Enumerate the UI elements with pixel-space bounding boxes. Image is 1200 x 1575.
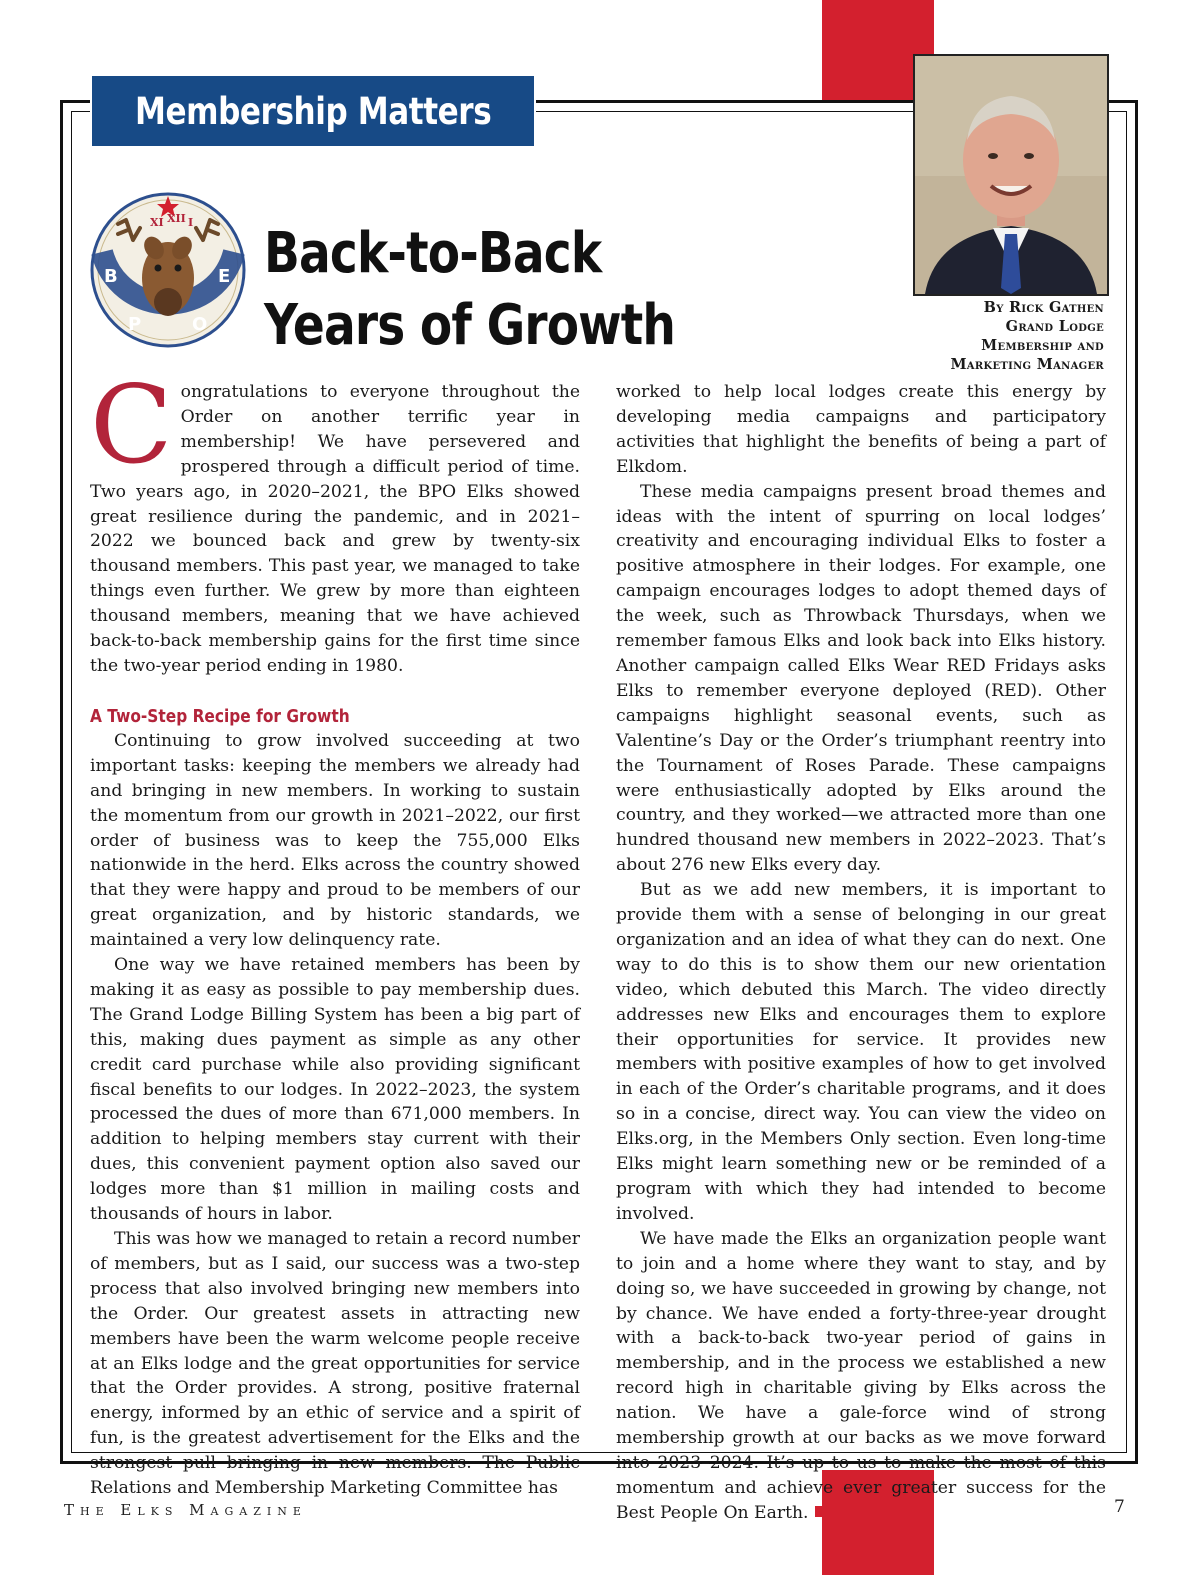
section-banner-title: Membership Matters xyxy=(134,89,492,133)
article-paragraph: worked to help local lodges create this energy by developing media campaigns and participatory activities that highlight the benefits of being a part of Elkdom. xyxy=(616,382,1106,477)
headline-line-2: Years of Growth xyxy=(264,293,676,358)
emblem-letter: P xyxy=(128,314,142,335)
article-column-left xyxy=(90,363,580,1501)
clock-numeral: XI xyxy=(150,216,164,229)
byline-role-2: Membership and xyxy=(981,337,1104,354)
clock-numeral: XII xyxy=(167,212,186,225)
byline-author: By Rick Gathen xyxy=(983,299,1104,316)
headline-line-1: Back-to-Back xyxy=(264,221,602,286)
section-subhead: A Two-Step Recipe for Growth xyxy=(90,706,350,727)
section-banner xyxy=(90,74,536,148)
article-paragraph: These media campaigns present broad themes and ideas with the intent of spurring on local lodges’ creativity and encouraging individual Elks to foster a positive atmosphere in their lodges. For example, one campaign encourages lodges to adopt themed days of the week, such as Throwback Thursdays, when we remember famous Elks and look back into Elks history. Another campaign called Elks Wear RED Fridays asks Elks to remember everyone deployed (RED). Other campaigns highlight seasonal events, such as Valentine’s Day or the Order’s triumphant reentry into the Tournament of Roses Parade. These campaigns were enthusiastically adopted by Elks around the country, and they worked—we attracted more than one hundred thousand new members in 2022–2023. That’s about 276 new Elks every day. xyxy=(616,481,1106,876)
article-paragraph-text: ongratulations to everyone throughout the Order on another terrific year in membership! We have persevered and prospered through a difficult period of time. Two years ago, in 2020–2021, the BPO Elks showed great resilience during the pandemic, and in 2021–2022 we bounced back and grew by twenty-six thousand members. This past year, we managed to take things even further. We grew by more than eighteen thousand members, meaning that we have achieved back-to-back membership gains for the first time since the two-year period ending in 1980. xyxy=(90,382,580,676)
emblem-letter: O xyxy=(192,314,208,335)
article-paragraph: Continuing to grow involved succeeding at two important tasks: keeping the members we already had and bringing in new members. In working to sustain the momentum from our growth in 2021–2022, our first order of business was to keep the 755,000 Elks nationwide in the herd. Elks across the country showed that they were happy and proud to be members of our great organization, and by historic standards, we maintained a very low delinquency rate. xyxy=(90,730,580,951)
headline xyxy=(264,218,675,362)
article-paragraph: But as we add new members, it is important to provide them with a sense of belonging in our great organization and an idea of what they can do next. One way to do this is to show them our new orientation video, which debuted this March. The video directly addresses new Elks and encourages them to explore their opportunities for service. It provides new members with positive examples of how to get involved in each of the Order’s charitable programs, and it does so in a concise, direct way. You can view the video on Elks.org, in the Members Only section. Even long-time Elks might learn something new or be reminded of a program with which they had intended to become involved. xyxy=(616,880,1106,1224)
article-column-right xyxy=(616,380,1106,1526)
author-portrait-image xyxy=(915,56,1107,294)
clock-numeral: I xyxy=(188,216,194,229)
byline xyxy=(950,298,1104,374)
elks-emblem-logo xyxy=(88,190,248,350)
article-paragraph: One way we have retained members has been by making it as easy as possible to pay membership dues. The Grand Lodge Billing System has been a big part of this, making dues payment as simple as any other credit card purchase while also providing significant fiscal benefits to our lodges. In 2022–2023, the system processed the dues of more than 671,000 members. In addition to helping members stay current with their dues, this convenient payment option also saved our lodges more than $1 million in mailing costs and thousands of hours in labor. xyxy=(90,955,580,1225)
emblem-letter: E xyxy=(218,266,231,287)
footer-publication-title: The Elks Magazine xyxy=(64,1501,307,1519)
article-paragraph xyxy=(616,1227,1106,1526)
byline-role-1: Grand Lodge xyxy=(1005,318,1104,335)
article-paragraph-text: We have made the Elks an organization people want to join and a home where they want to stay, and by doing so, we have succeeded in growing by change, not by chance. We have ended a forty-three-year drought with a back-to-back two-year period of gains in membership, and in the process we established a new record high in charitable giving by Elks across the nation. We have a gale-force wind of strong membership growth at our backs as we move forward into 2023–2024. It’s up to us to make the most of this momentum and achieve ever greater success for the Best People On Earth. xyxy=(616,1228,1106,1523)
end-mark-icon xyxy=(815,1506,826,1517)
author-photo xyxy=(913,54,1109,296)
byline-role-3: Marketing Manager xyxy=(950,356,1104,373)
emblem-letter: B xyxy=(104,266,118,287)
article-paragraph xyxy=(90,363,580,679)
drop-cap: C xyxy=(90,363,173,488)
article-paragraph: This was how we managed to retain a record number of members, but as I said, our success was a two-step process that also involved bringing new members into the Order. Our greatest assets in attracting new members have been the warm welcome people receive at an Elks lodge and the great opportunities for service that the Order provides. A strong, positive fraternal energy, informed by an ethic of service and a spirit of fun, is the greatest advertisement for the Elks and the strongest pull bringing in new members. The Public Relations and Membership Marketing Committee has xyxy=(90,1229,580,1499)
page-number: 7 xyxy=(1114,1497,1125,1517)
